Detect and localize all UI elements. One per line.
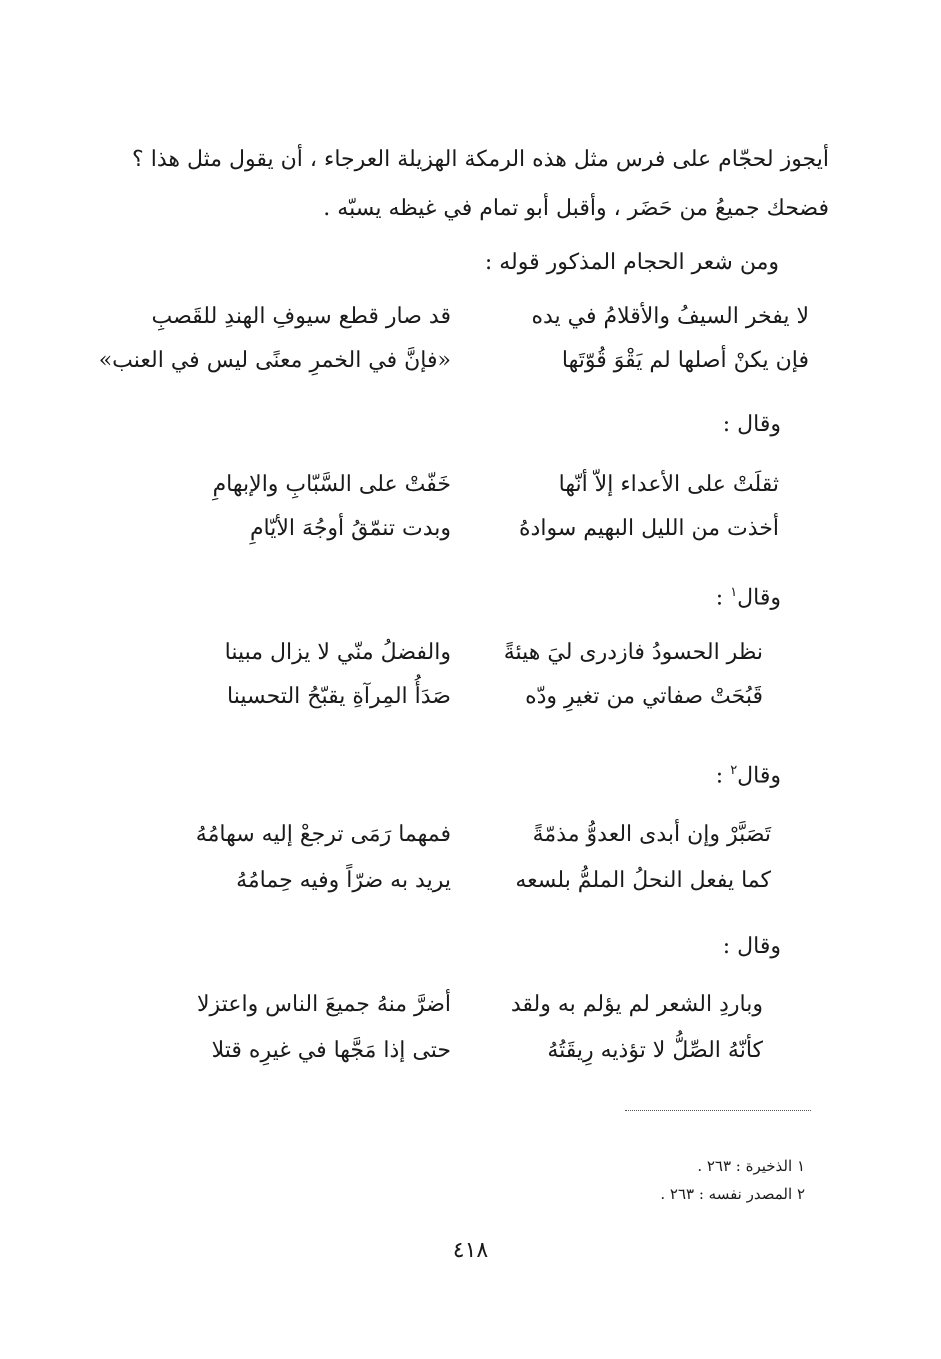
poem5-verse2-right: كأنّهُ الصِّلُّ لا تؤذيه رِيقَتُهُ bbox=[547, 1038, 763, 1063]
poem2-verse2-left: وبدت تنمّقُ أوجُهَ الأيّامِ bbox=[249, 516, 451, 541]
poem3-verse2-right: قَبُحَتْ صفاتي من تغيرِ ودّه bbox=[525, 684, 763, 709]
poem1-verse2-left: «فإنَّ في الخمرِ معنًى ليس في العنب» bbox=[98, 348, 451, 373]
poem4-intro-colon: : bbox=[715, 763, 724, 789]
poem2-verse2-right: أخذت من الليل البهيم سوادهُ bbox=[519, 516, 779, 541]
poem3-intro-text: وقال bbox=[737, 585, 781, 611]
footnote-1: ١ الذخيرة : ٢٦٣ . bbox=[697, 1157, 805, 1175]
poem4-footnote-ref: ٢ bbox=[730, 763, 738, 778]
poem3-verse1-left: والفضلُ منّي لا يزال مبينا bbox=[224, 640, 451, 665]
poem1-verse2-right: فإن يكنْ أصلها لم يَقْوَ قُوّتَها bbox=[561, 348, 809, 373]
poem3-intro bbox=[716, 578, 781, 613]
poem5-intro: وقال : bbox=[722, 934, 781, 959]
poem4-intro-text: وقال bbox=[737, 763, 781, 789]
poem4-verse1-left: فمهما رَمَى ترجعْ إليه سهامُهُ bbox=[195, 822, 451, 847]
prose-line-2: فضحك جميعُ من حَضَر ، وأقبل أبو تمام في غيظه يسبّه . bbox=[323, 196, 829, 221]
poem3-footnote-ref: ١ bbox=[730, 585, 738, 600]
poem3-intro-colon: : bbox=[715, 585, 724, 611]
poem2-intro: وقال : bbox=[722, 412, 781, 437]
poem5-verse1-right: وباردِ الشعر لم يؤلم به ولقد bbox=[510, 992, 763, 1017]
poem5-verse2-left: حتى إذا مَجَّها في غيرِه قتلا bbox=[211, 1038, 451, 1063]
prose-line-1: أيجوز لحجّام على فرس مثل هذه الرمكة الهزيلة العرجاء ، أن يقول مثل هذا ؟ bbox=[132, 147, 829, 172]
poem3-verse2-left: صَدَأُ المِرآةِ يقبّحُ التحسينا bbox=[227, 684, 451, 709]
prose-line-3: ومن شعر الحجام المذكور قوله : bbox=[484, 250, 779, 275]
poem4-intro bbox=[716, 756, 781, 791]
footnote-2: ٢ المصدر نفسه : ٢٦٣ . bbox=[660, 1185, 805, 1203]
poem4-verse1-right: تَصَبَّرْ وإن أبدى العدوُّ مذمّةً bbox=[532, 822, 771, 847]
poem1-verse1-right: لا يفخر السيفُ والأقلامُ في يده bbox=[531, 304, 809, 329]
poem3-verse1-right: نظر الحسودُ فازدرى ليَ هيئةً bbox=[503, 640, 763, 665]
poem5-verse1-left: أضرَّ منهُ جميعَ الناس واعتزلا bbox=[197, 992, 451, 1017]
footnote-separator bbox=[625, 1110, 811, 1111]
poem4-verse2-right: كما يفعل النحلُ الملمُّ بلسعه bbox=[515, 868, 771, 893]
poem2-verse1-left: خَفّتْ على السَّبّابِ والإبهامِ bbox=[212, 472, 451, 497]
page-number: ٤١٨ bbox=[452, 1238, 489, 1263]
poem1-verse1-left: قد صار قطع سيوفِ الهندِ للقَصبِ bbox=[151, 304, 451, 329]
poem4-verse2-left: يريد به ضرّاً وفيه حِمامُهُ bbox=[236, 868, 451, 893]
poem2-verse1-right: ثقلَتْ على الأعداء إلاّ أنّها bbox=[558, 472, 779, 497]
